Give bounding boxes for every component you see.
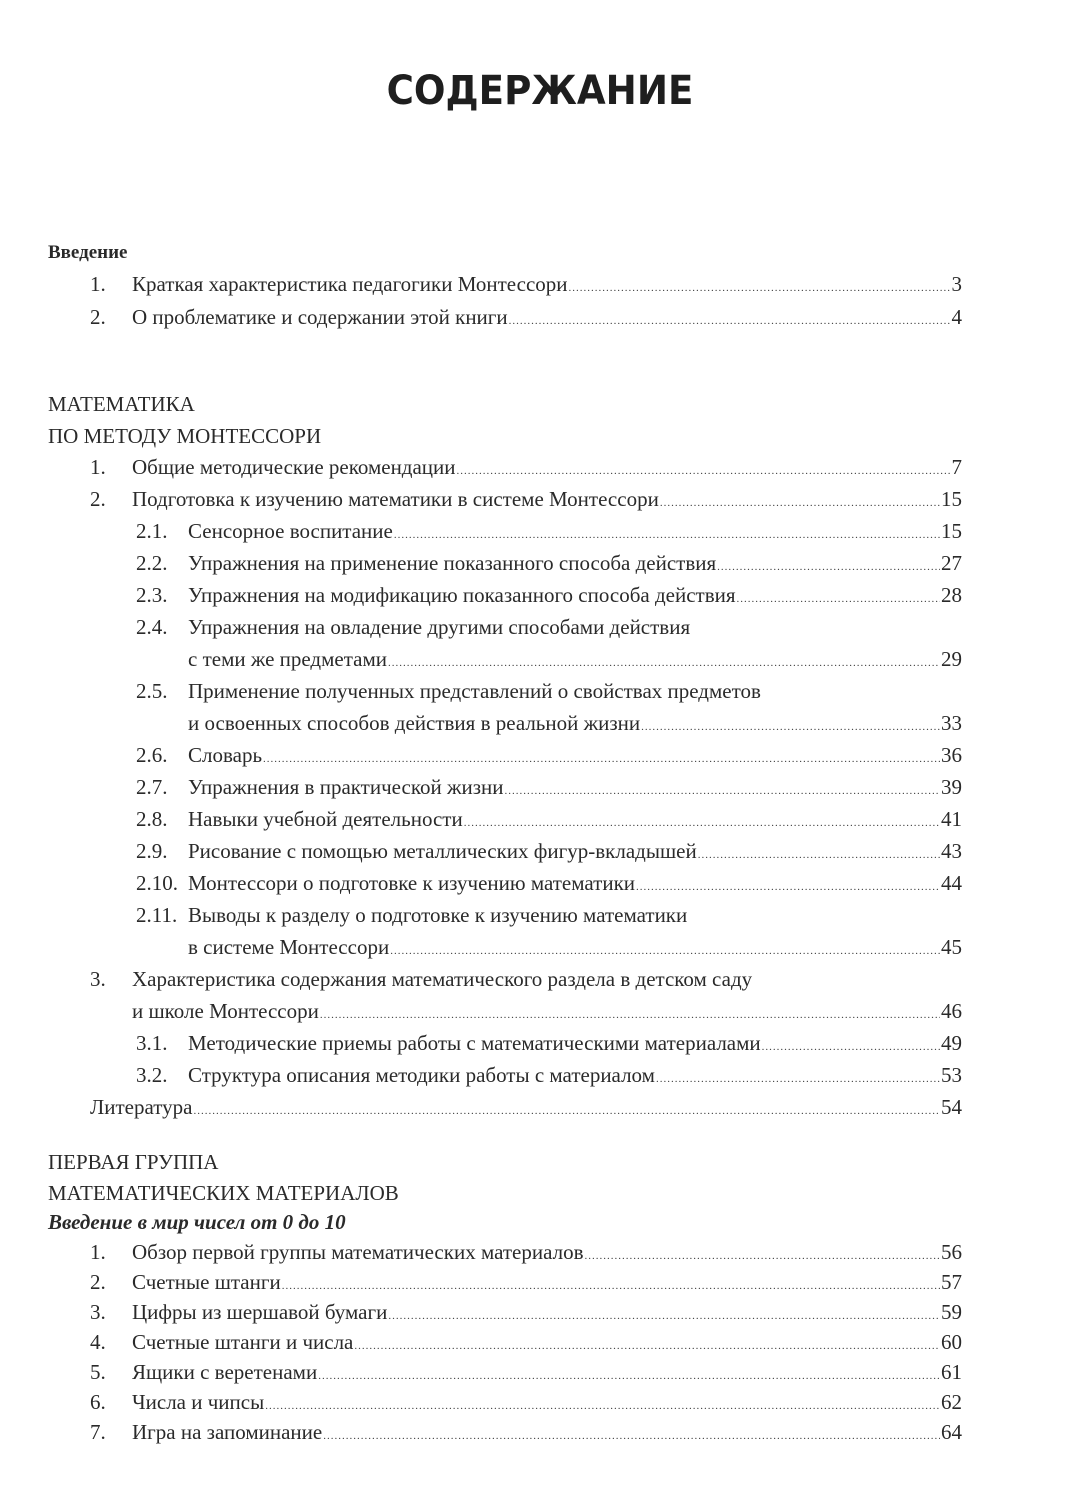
toc-entry[interactable] <box>0 1031 1080 1061</box>
toc-entry[interactable] <box>0 1420 1080 1450</box>
toc-entry-title-cont: и освоенных способов действия в реальной жизни <box>188 711 641 735</box>
toc-entry-page: 61 <box>941 1360 962 1384</box>
toc-entry-number: 3. <box>90 1300 106 1324</box>
toc-entry[interactable] <box>0 551 1080 581</box>
leader-dots <box>354 1340 940 1352</box>
toc-entry-page: 53 <box>941 1063 962 1087</box>
toc-entry-title: Цифры из шершавой бумаги <box>132 1300 388 1324</box>
toc-entry-title: Числа и чипсы <box>132 1390 265 1414</box>
leader-dots <box>388 1310 940 1322</box>
toc-entry-title: Краткая характеристика педагогики Монтессори <box>132 272 568 296</box>
toc-entry-title: Счетные штанги <box>132 1270 281 1294</box>
toc-entry[interactable] <box>0 1360 1080 1390</box>
leader-dots <box>320 1009 940 1021</box>
toc-entry[interactable] <box>0 1063 1080 1093</box>
toc-entry-page: 54 <box>941 1095 962 1119</box>
toc-entry-number: 2.1. <box>136 519 168 543</box>
toc-entry[interactable] <box>0 615 1080 645</box>
toc-entry-number: 2.11. <box>136 903 178 927</box>
toc-entry-number: 3. <box>90 967 106 991</box>
toc-entry-number: 1. <box>90 272 106 296</box>
toc-entry-page: 59 <box>941 1300 962 1324</box>
section-subheading: Введение в мир чисел от 0 до 10 <box>48 1210 346 1234</box>
toc-entry-title: Подготовка к изучению математики в системе Монтессори <box>132 487 659 511</box>
page-title: СОДЕРЖАНИЕ <box>386 68 694 114</box>
toc-entry-title: Характеристика содержания математического раздела в детском саду <box>132 967 753 991</box>
toc-entry-title: Выводы к разделу о подготовке к изучению математики <box>188 903 688 927</box>
toc-entry-continuation[interactable] <box>0 999 1080 1029</box>
toc-entry-title-cont: в системе Монтессори <box>188 935 390 959</box>
toc-entry[interactable] <box>0 967 1080 997</box>
toc-entry[interactable] <box>0 903 1080 933</box>
toc-entry-number: 2. <box>90 1270 106 1294</box>
toc-entry-title: Игра на запоминание <box>132 1420 323 1444</box>
leader-dots <box>263 753 940 765</box>
leader-dots <box>390 945 940 957</box>
toc-entry-page: 44 <box>941 871 962 895</box>
toc-entry-title: Структура описания методики работы с материалом <box>188 1063 655 1087</box>
toc-entry-page: 62 <box>941 1390 962 1414</box>
leader-dots <box>656 1073 940 1085</box>
toc-entry-number: 2.2. <box>136 551 168 575</box>
toc-entry-number: 2.4. <box>136 615 168 639</box>
leader-dots <box>737 593 940 605</box>
toc-entry[interactable] <box>0 839 1080 869</box>
toc-entry-number: 1. <box>90 1240 106 1264</box>
toc-entry-title: Упражнения на применение показанного способа действия <box>188 551 717 575</box>
toc-entry[interactable] <box>0 1240 1080 1270</box>
toc-entry-number: 2.10. <box>136 871 178 895</box>
leader-dots <box>464 817 940 829</box>
section-heading-intro: Введение <box>48 242 128 263</box>
toc-entry[interactable] <box>0 272 1080 302</box>
toc-entry-title: Литература <box>90 1095 193 1119</box>
toc-entry[interactable] <box>0 1270 1080 1300</box>
toc-entry-title: Упражнения на овладение другими способами действия <box>188 615 691 639</box>
toc-entry-title: Счетные штанги и числа <box>132 1330 354 1354</box>
toc-entry-page: 27 <box>941 551 962 575</box>
toc-entry[interactable] <box>0 305 1080 335</box>
toc-entry[interactable] <box>0 775 1080 805</box>
toc-entry-page: 39 <box>941 775 962 799</box>
toc-entry-number: 6. <box>90 1390 106 1414</box>
toc-entry-title: Общие методические рекомендации <box>132 455 456 479</box>
toc-entry-number: 2.8. <box>136 807 168 831</box>
leader-dots <box>394 529 940 541</box>
leader-dots <box>318 1370 940 1382</box>
toc-entry-page: 7 <box>951 455 962 479</box>
toc-entry-number: 2.9. <box>136 839 168 863</box>
leader-dots <box>569 282 951 294</box>
toc-entry-title: Обзор первой группы математических материалов <box>132 1240 584 1264</box>
toc-entry-title: Применение полученных представлений о свойствах предметов <box>188 679 761 703</box>
toc-entry-page: 33 <box>941 711 962 735</box>
toc-entry[interactable] <box>0 519 1080 549</box>
toc-entry[interactable] <box>0 743 1080 773</box>
toc-entry-title: Сенсорное воспитание <box>188 519 393 543</box>
leader-dots <box>698 849 940 861</box>
leader-dots <box>193 1105 940 1117</box>
leader-dots <box>660 497 940 509</box>
toc-entry[interactable] <box>0 1300 1080 1330</box>
toc-entry-title: О проблематике и содержании этой книги <box>132 305 508 329</box>
toc-entry-number: 2.7. <box>136 775 168 799</box>
leader-dots <box>504 785 940 797</box>
toc-entry-title: Упражнения в практической жизни <box>188 775 504 799</box>
toc-entry-page: 56 <box>941 1240 962 1264</box>
leader-dots <box>641 721 940 733</box>
toc-entry-literature[interactable] <box>0 1095 1080 1125</box>
leader-dots <box>265 1400 940 1412</box>
toc-entry-number: 2.6. <box>136 743 168 767</box>
toc-entry[interactable] <box>0 455 1080 485</box>
leader-dots <box>762 1041 940 1053</box>
toc-entry-page: 57 <box>941 1270 962 1294</box>
toc-entry-page: 46 <box>941 999 962 1023</box>
toc-entry-continuation[interactable] <box>0 647 1080 677</box>
toc-entry-page: 29 <box>941 647 962 671</box>
toc-entry-page: 64 <box>941 1420 962 1444</box>
toc-entry-page: 36 <box>941 743 962 767</box>
leader-dots <box>585 1250 941 1262</box>
toc-entry-continuation[interactable] <box>0 711 1080 741</box>
section-heading-first-group-line1: ПЕРВАЯ ГРУППА <box>48 1150 219 1174</box>
toc-entry-page: 45 <box>941 935 962 959</box>
toc-entry-page: 15 <box>941 519 962 543</box>
toc-entry-page: 28 <box>941 583 962 607</box>
toc-entry-title: Монтессори о подготовке к изучению математики <box>188 871 636 895</box>
toc-entry[interactable] <box>0 487 1080 517</box>
toc-entry-title: Методические приемы работы с математическими материалами <box>188 1031 761 1055</box>
section-heading-math-line1: МАТЕМАТИКА <box>48 392 195 416</box>
toc-entry-number: 2. <box>90 305 106 329</box>
section-heading-first-group-line2: МАТЕМАТИЧЕСКИХ МАТЕРИАЛОВ <box>48 1181 399 1205</box>
toc-entry-title: Словарь <box>188 743 263 767</box>
toc-entry-title: Навыки учебной деятельности <box>188 807 463 831</box>
leader-dots <box>509 315 951 327</box>
toc-entry-number: 7. <box>90 1420 106 1444</box>
toc-entry-title: Ящики с веретенами <box>132 1360 318 1384</box>
leader-dots <box>282 1280 940 1292</box>
leader-dots <box>323 1430 940 1442</box>
toc-entry-number: 3.2. <box>136 1063 168 1087</box>
toc-entry-page: 4 <box>951 305 962 329</box>
toc-entry-continuation[interactable] <box>0 935 1080 965</box>
toc-entry-number: 2.5. <box>136 679 168 703</box>
toc-entry-page: 49 <box>941 1031 962 1055</box>
toc-entry-page: 41 <box>941 807 962 831</box>
toc-entry-page: 43 <box>941 839 962 863</box>
section-heading-math-line2: ПО МЕТОДУ МОНТЕССОРИ <box>48 424 322 448</box>
toc-entry[interactable] <box>0 679 1080 709</box>
toc-entry-page: 3 <box>951 272 962 296</box>
toc-entry-title: Упражнения на модификацию показанного способа действия <box>188 583 736 607</box>
toc-entry-number: 2.3. <box>136 583 168 607</box>
toc-entry-number: 1. <box>90 455 106 479</box>
toc-entry-number: 4. <box>90 1330 106 1354</box>
toc-entry[interactable] <box>0 583 1080 613</box>
toc-entry-number: 5. <box>90 1360 106 1384</box>
leader-dots <box>636 881 940 893</box>
toc-entry-title: Рисование с помощью металлических фигур-вкладышей <box>188 839 697 863</box>
toc-entry[interactable] <box>0 1330 1080 1360</box>
toc-entry-number: 2. <box>90 487 106 511</box>
leader-dots <box>717 561 940 573</box>
toc-entry-page: 15 <box>941 487 962 511</box>
leader-dots <box>388 657 940 669</box>
leader-dots <box>457 465 951 477</box>
toc-entry-page: 60 <box>941 1330 962 1354</box>
toc-entry-title-cont: с теми же предметами <box>188 647 388 671</box>
toc-entry-number: 3.1. <box>136 1031 168 1055</box>
toc-entry-title-cont: и школе Монтессори <box>132 999 319 1023</box>
toc-entry[interactable] <box>0 807 1080 837</box>
toc-entry[interactable] <box>0 1390 1080 1420</box>
toc-entry[interactable] <box>0 871 1080 901</box>
